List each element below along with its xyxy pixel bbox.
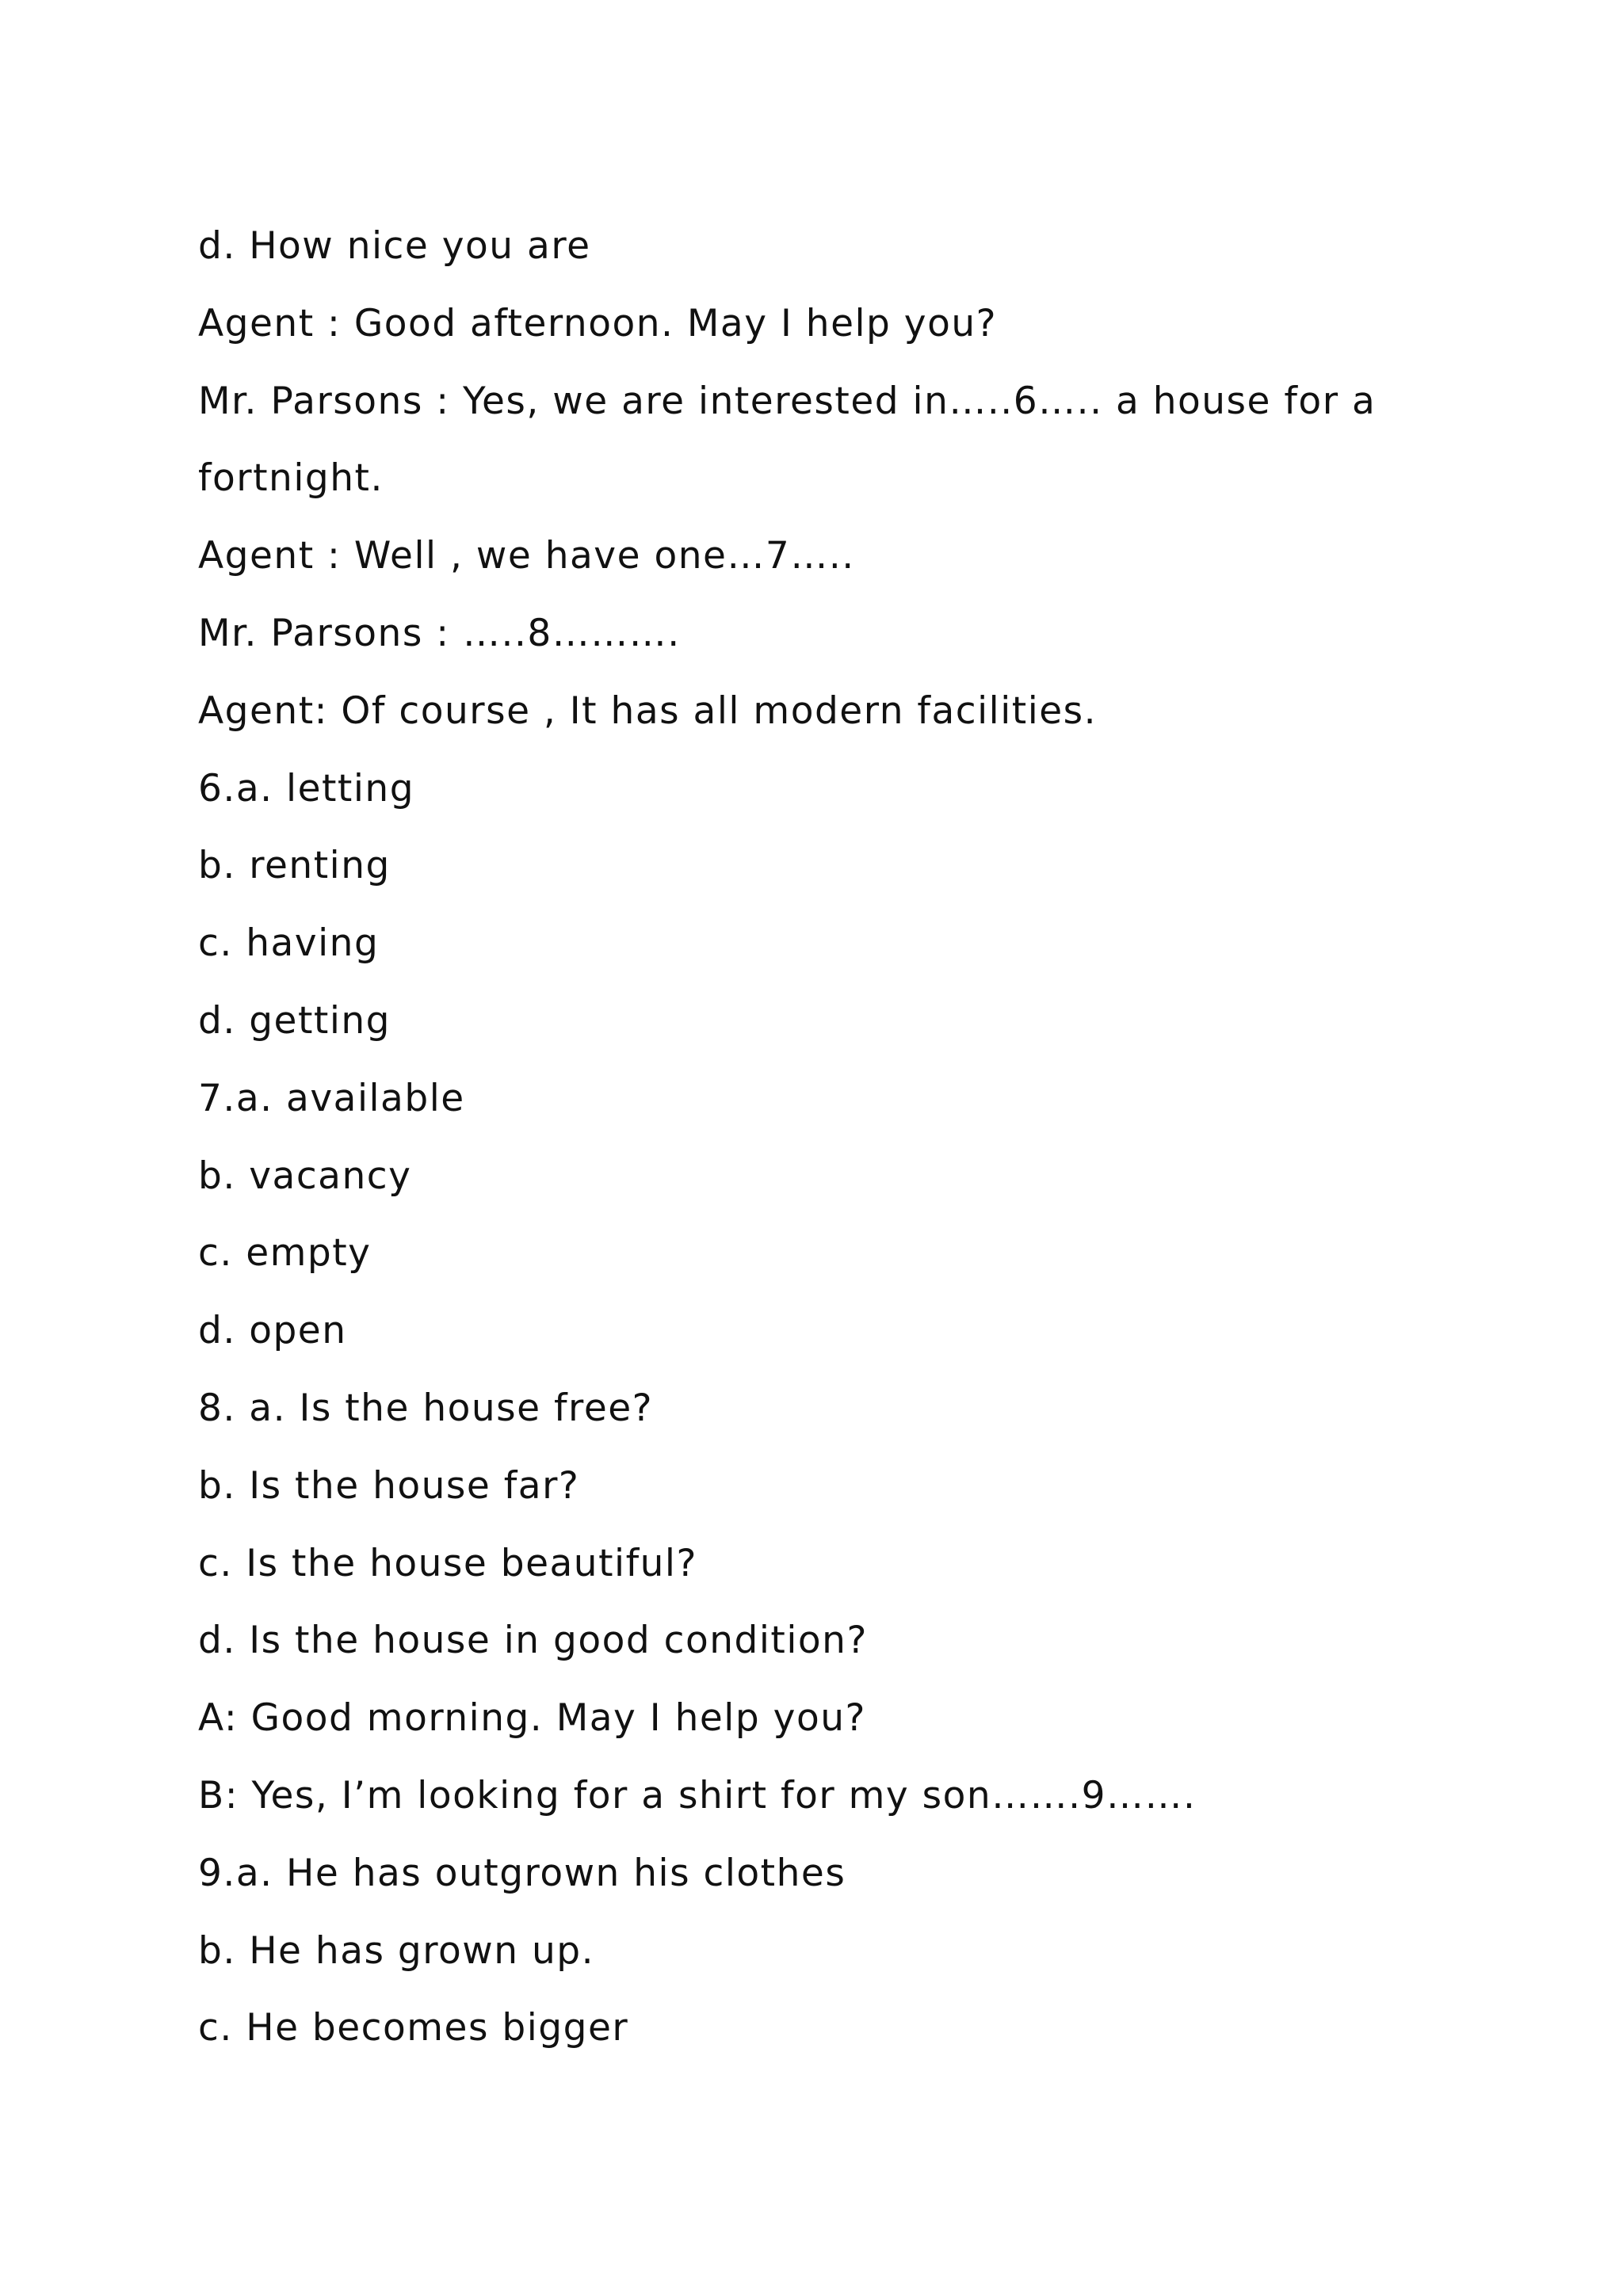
question-6-option-a: 6.a. letting	[198, 766, 415, 810]
dialogue-line: Mr. Parsons : …..8……….	[198, 611, 681, 655]
dialogue-line: Mr. Parsons : Yes, we are interested in…..6….. a house for a	[198, 379, 1377, 423]
dialogue-line: A: Good morning. May I help you?	[198, 1696, 866, 1741]
question-8-option-d: d. Is the house in good condition?	[198, 1619, 868, 1663]
question-6-option-b: b. renting	[198, 844, 391, 888]
question-6-option-c: c. having	[198, 921, 380, 966]
question-9-option-b: b. He has grown up.	[198, 1928, 595, 1973]
question-9-option-a: 9.a. He has outgrown his clothes	[198, 1851, 846, 1895]
dialogue-line: Agent: Of course , It has all modern facilities.	[198, 688, 1098, 733]
question-8-option-a: 8. a. Is the house free?	[198, 1386, 654, 1430]
question-6-option-d: d. getting	[198, 998, 391, 1043]
question-9-option-c: c. He becomes bigger	[198, 2006, 629, 2050]
question-8-option-c: c. Is the house beautiful?	[198, 1541, 697, 1585]
question-7-option-a: 7.a. available	[198, 1076, 465, 1120]
dialogue-line: Agent : Well , we have one…7…..	[198, 534, 855, 578]
dialogue-line: Agent : Good afternoon. May I help you?	[198, 301, 998, 345]
dialogue-line: B: Yes, I’m looking for a shirt for my son…….9…….	[198, 1773, 1197, 1817]
question-7-option-c: c. empty	[198, 1231, 372, 1276]
document-body	[198, 208, 1434, 2067]
question-7-option-d: d. open	[198, 1309, 347, 1353]
option-line: d. How nice you are	[198, 224, 591, 268]
dialogue-line-continuation: fortnight.	[198, 456, 384, 501]
question-8-option-b: b. Is the house far?	[198, 1463, 580, 1508]
question-7-option-b: b. vacancy	[198, 1154, 412, 1198]
